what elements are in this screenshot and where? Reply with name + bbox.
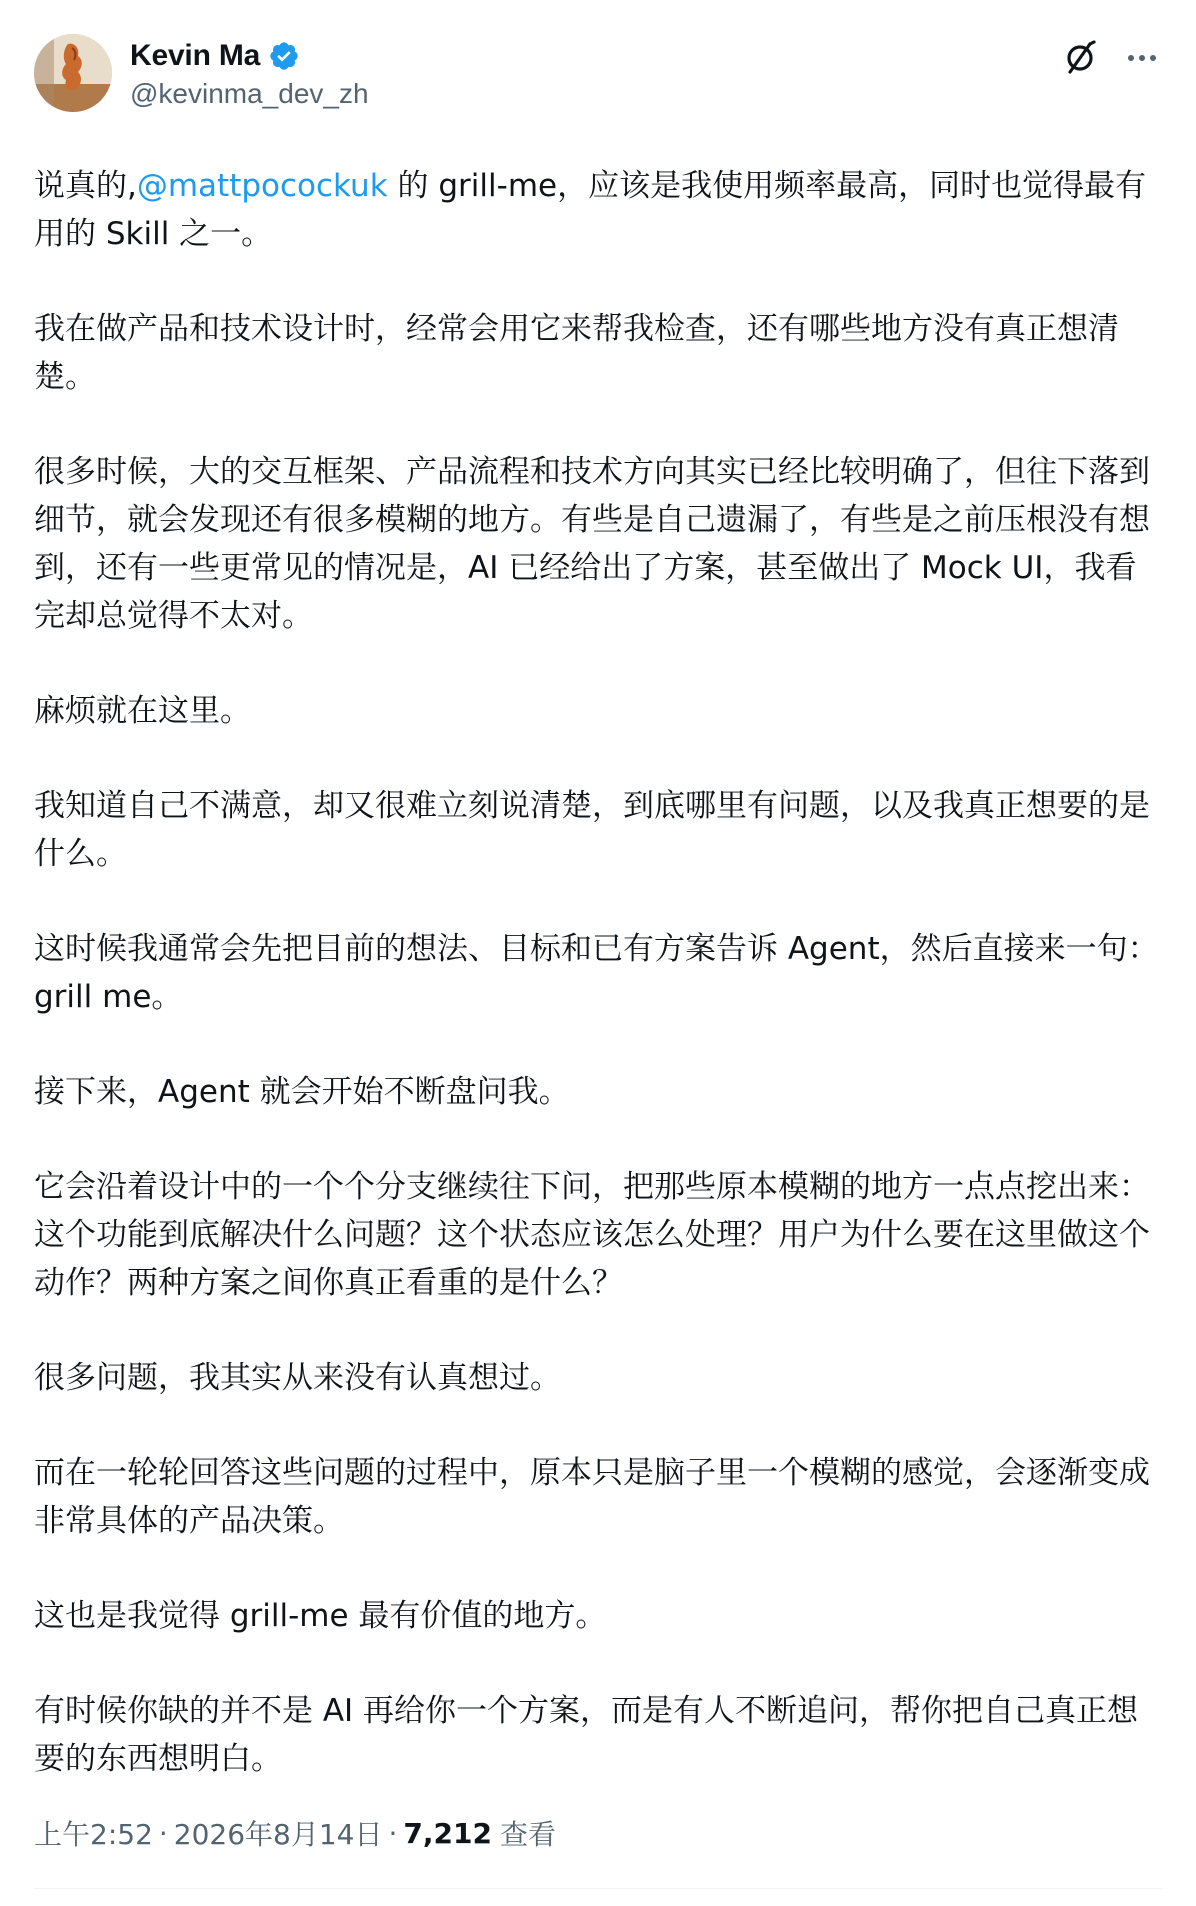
tweet-paragraph: 它会沿着设计中的一个个分支继续往下问，把那些原本模糊的地方一点点挖出来：这个功能到底解决什么问题？这个状态应该怎么处理？用户为什么要在这里做这个动作？两种方案之间你真正看重的是什么？: [34, 1169, 1150, 1301]
avatar-image: [34, 34, 112, 112]
tweet-paragraph: [34, 162, 1164, 258]
tweet-paragraph: 有时候你缺的并不是 AI 再给你一个方案，而是有人不断追问，帮你把自己真正想要的东西想明白。: [34, 1693, 1139, 1777]
tweet-timestamp[interactable]: 上午2:52: [34, 1818, 153, 1851]
tweet-paragraph: 这时候我通常会先把目前的想法、目标和已有方案告诉 Agent，然后直接来一句：grill me。: [34, 931, 1159, 1015]
avatar[interactable]: [34, 34, 112, 112]
tweet-paragraph: 我在做产品和技术设计时，经常会用它来帮我检查，还有哪些地方没有真正想清楚。: [34, 311, 1119, 395]
verified-badge-icon: [268, 40, 300, 72]
tweet-paragraph: 麻烦就在这里。: [34, 693, 251, 729]
views-count: 7,212: [403, 1816, 492, 1850]
name-row: [130, 36, 730, 76]
tweet-meta: [34, 1813, 556, 1853]
grok-icon[interactable]: [1060, 38, 1100, 78]
tweet-paragraph: 很多问题，我其实从来没有认真想过。: [34, 1360, 561, 1396]
display-name[interactable]: Kevin Ma: [130, 39, 261, 72]
tweet-paragraph: 接下来，Agent 就会开始不断盘问我。: [34, 1074, 570, 1110]
tweet-header: [34, 34, 1162, 114]
mention-link[interactable]: @mattpocockuk: [136, 168, 388, 204]
tweet-paragraph: 很多时候，大的交互框架、产品流程和技术方向其实已经比较明确了，但往下落到细节，就会发现还有很多模糊的地方。有些是自己遗漏了，有些是之前压根没有想到，还有一些更常见的情况是，AI 已经给出了方案，甚至做出了 Mock UI，我看完却总觉得不太对。: [34, 454, 1150, 634]
meta-separator: ·: [388, 1816, 398, 1850]
views-label: 查看: [499, 1818, 556, 1851]
divider: [34, 1888, 1162, 1889]
more-horizontal-icon[interactable]: [1122, 38, 1162, 78]
tweet-paragraph: 而在一轮轮回答这些问题的过程中，原本只是脑子里一个模糊的感觉，会逐渐变成非常具体的产品决策。: [34, 1455, 1150, 1539]
tweet-text: [34, 162, 1164, 1830]
user-info: [130, 36, 730, 110]
tweet-text-segment: 的 grill-me，应该是我使用频率最高，同时也觉得最有用的 Skill 之一。: [34, 168, 1147, 252]
tweet-date[interactable]: 2026年8月14日: [173, 1818, 383, 1851]
header-actions: [1060, 38, 1162, 78]
tweet-text-segment: 说真的,: [34, 168, 137, 204]
tweet-paragraph: 我知道自己不满意，却又很难立刻说清楚，到底哪里有问题，以及我真正想要的是什么。: [34, 788, 1150, 872]
tweet-paragraph: 这也是我觉得 grill-me 最有价值的地方。: [34, 1598, 607, 1634]
user-handle[interactable]: @kevinma_dev_zh: [130, 78, 369, 109]
meta-separator: ·: [158, 1816, 168, 1850]
